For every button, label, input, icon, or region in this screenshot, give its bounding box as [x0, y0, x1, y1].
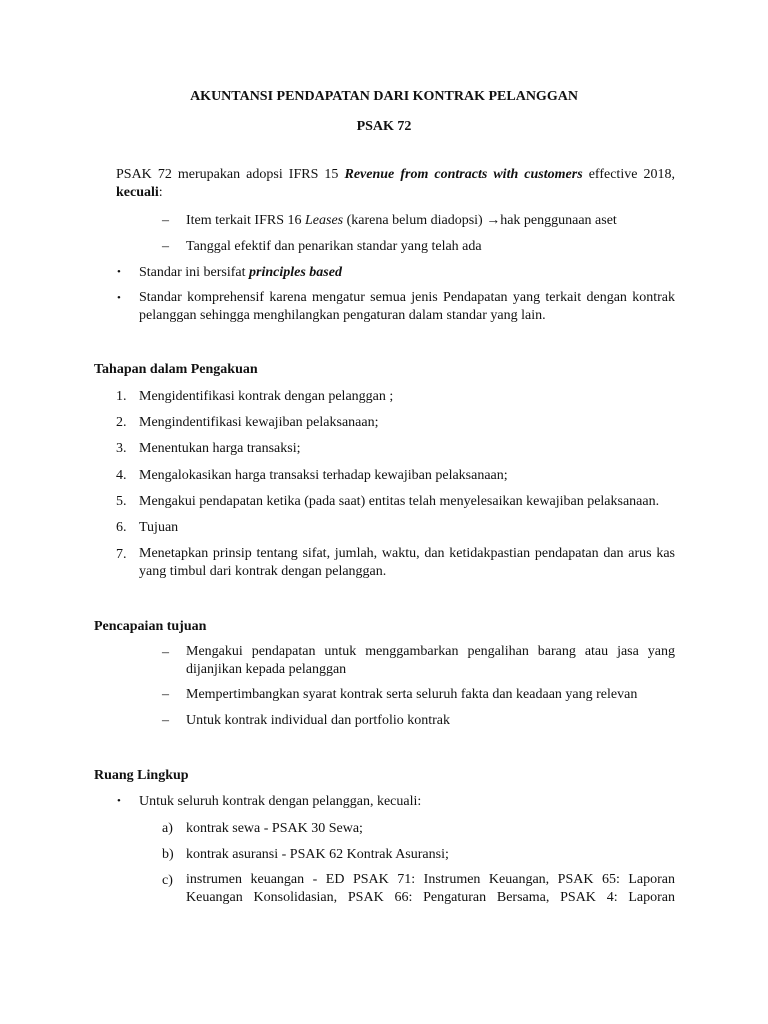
- goal-item: [186, 643, 675, 679]
- scope-label: a): [162, 821, 173, 836]
- list-item: [139, 545, 675, 581]
- bullet-1-emphasis: principles based: [249, 265, 342, 280]
- intro-colon: :: [158, 185, 163, 200]
- list-item: Tujuan: [139, 520, 179, 535]
- exception-1-prefix: Item terkait IFRS 16: [186, 213, 305, 228]
- list-item: Mengidentifikasi kontrak dengan pelanggan ;: [139, 389, 394, 404]
- document-title: AKUNTANSI PENDAPATAN DARI KONTRAK PELANGGAN: [190, 89, 578, 104]
- goal-item: Untuk kontrak individual dan portfolio kontrak: [186, 713, 451, 728]
- dash-marker: –: [162, 713, 169, 728]
- intro-line-1: [116, 166, 675, 184]
- list-number: 1.: [116, 389, 127, 404]
- scope-item: kontrak sewa - PSAK 30 Sewa;: [186, 821, 363, 836]
- section-heading-pencapaian: Pencapaian tujuan: [94, 619, 207, 634]
- exception-item-2: Tanggal efektif dan penarikan standar yang telah ada: [186, 239, 482, 254]
- section-heading-ruang-lingkup: Ruang Lingkup: [94, 768, 189, 783]
- section-heading-tahapan: Tahapan dalam Pengakuan: [94, 362, 258, 377]
- intro-kecuali: kecuali: [116, 185, 159, 200]
- scope-bullet: Untuk seluruh kontrak dengan pelanggan, kecuali:: [139, 794, 422, 809]
- scope-label: c): [162, 873, 173, 888]
- intro-paragraph: [116, 166, 675, 202]
- list-number: 7.: [116, 547, 127, 562]
- intro-prefix: PSAK 72 merupakan adopsi IFRS 15: [116, 167, 345, 182]
- scope-label: b): [162, 847, 174, 862]
- list-number: 2.: [116, 415, 127, 430]
- bullet-2-line-1: Standar komprehensif karena mengatur semua jenis Pendapatan yang terkait dengan kontrak: [139, 290, 675, 305]
- exception-1-suffix: hak penggunaan aset: [500, 213, 617, 228]
- list-item: Mengindentifikasi kewajiban pelaksanaan;: [139, 415, 379, 430]
- goal-item-line-2: dijanjikan kepada pelanggan: [186, 662, 347, 677]
- list-number: 3.: [116, 441, 127, 456]
- bullet-marker: •: [117, 266, 121, 278]
- list-number: 4.: [116, 468, 127, 483]
- exception-item-1: [186, 212, 617, 229]
- scope-item-line-2: Keuangan Konsolidasian, PSAK 66: Pengaturan Bersama, PSAK 4: Laporan: [186, 890, 675, 905]
- bullet-item-1: [139, 264, 342, 281]
- intro-line-2: [116, 184, 675, 202]
- list-item-line-1: Menetapkan prinsip tentang sifat, jumlah, waktu, dan ketidakpastian pendapatan dan arus kas: [139, 546, 675, 561]
- intro-suffix: effective 2018,: [582, 167, 675, 182]
- exception-1-mid: (karena belum diadopsi): [343, 213, 487, 228]
- bullet-marker: •: [117, 292, 121, 304]
- scope-item: [186, 871, 675, 907]
- bullet-marker: •: [117, 795, 121, 807]
- goal-item: Mempertimbangkan syarat kontrak serta seluruh fakta dan keadaan yang relevan: [186, 687, 638, 702]
- dash-marker: –: [162, 213, 169, 228]
- list-number: 6.: [116, 520, 127, 535]
- list-number: 5.: [116, 494, 127, 509]
- list-item: Mengalokasikan harga transaksi terhadap kewajiban pelaksanaan;: [139, 468, 508, 483]
- scope-item-line-1: instrumen keuangan - ED PSAK 71: Instrumen Keuangan, PSAK 65: Laporan: [186, 872, 675, 887]
- exception-1-italic: Leases: [305, 213, 344, 228]
- scope-item: kontrak asuransi - PSAK 62 Kontrak Asuransi;: [186, 847, 449, 862]
- list-item: Mengakui pendapatan ketika (pada saat) entitas telah menyelesaikan kewajiban pelaksanaan.: [139, 494, 660, 509]
- goal-item-line-1: Mengakui pendapatan untuk menggambarkan pengalihan barang atau jasa yang: [186, 644, 675, 659]
- bullet-1-prefix: Standar ini bersifat: [139, 265, 250, 280]
- dash-marker: –: [162, 645, 169, 660]
- arrow-right-icon: →: [486, 213, 501, 228]
- dash-marker: –: [162, 239, 169, 254]
- document-subtitle: PSAK 72: [356, 119, 412, 134]
- list-item-line-2: yang timbul dari kontrak dengan pelanggan.: [139, 564, 387, 579]
- intro-italic-title: Revenue from contracts with customers: [344, 167, 583, 182]
- bullet-2-line-2: pelanggan sehingga menghilangkan pengaturan dalam standar yang lain.: [139, 308, 546, 323]
- list-item: Menentukan harga transaksi;: [139, 441, 301, 456]
- dash-marker: –: [162, 687, 169, 702]
- bullet-item-2: [139, 289, 675, 325]
